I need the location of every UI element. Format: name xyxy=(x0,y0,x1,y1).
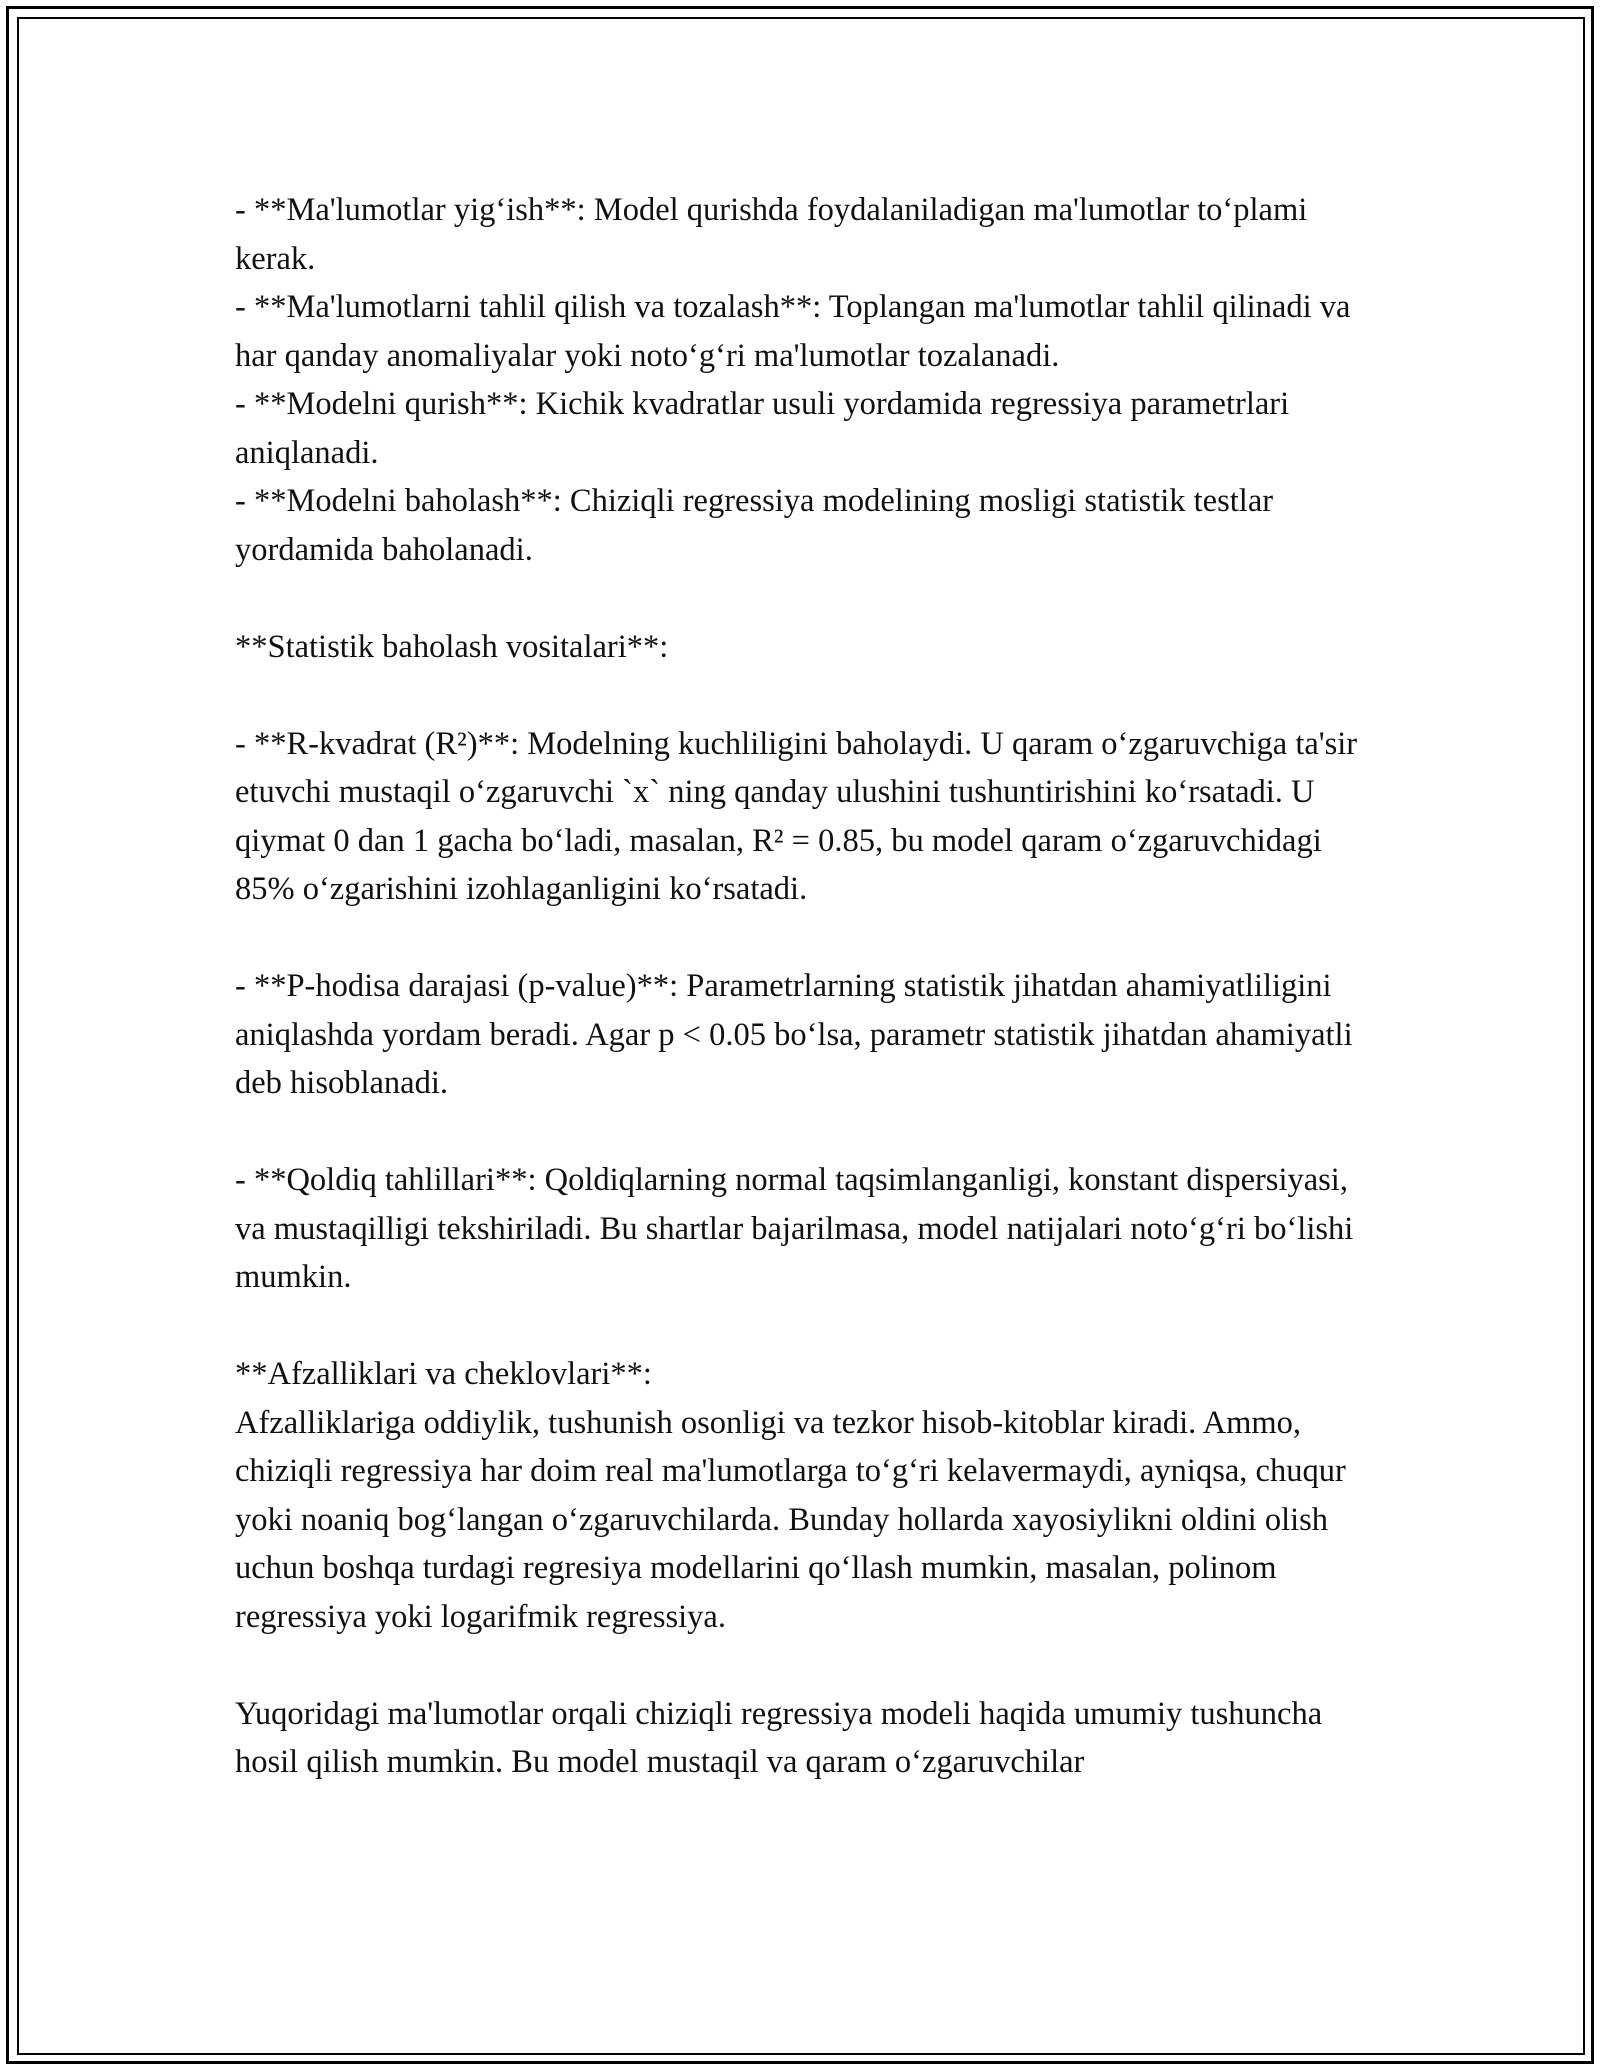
paragraph-gap xyxy=(235,1302,1375,1351)
paragraph-gap xyxy=(235,914,1375,963)
paragraph-pros-cons: Afzalliklariga oddiylik, tushunish osonligi va tezkor hisob-kitoblar kiradi. Ammo, chiziqli regressiya har doim real ma'lumotlarga to‘g‘ri kelavermaydi, ayniqsa, chuqur yoki noaniq bog‘langan o‘zgaruvchilarda. Bunday hollarda xayosiylikni oldini olish uchun boshqa turdagi regresiya modellarini qo‘llash mumkin, masalan, polinom regressiya yoki logarifmik regressiya. xyxy=(235,1404,1346,1635)
bullet-data-collection: - **Ma'lumotlar yig‘ish**: Model qurishda foydalaniladigan ma'lumotlar to‘plami kerak. xyxy=(235,192,1308,277)
paragraph-gap xyxy=(235,671,1375,720)
bullet-data-cleaning: - **Ma'lumotlarni tahlil qilish va tozalash**: Toplangan ma'lumotlar tahlil qilinadi va har qanday anomaliyalar yoki noto‘g‘ri ma'lumotlar tozalanadi. xyxy=(235,289,1351,374)
paragraph-gap xyxy=(235,1641,1375,1690)
bullet-p-value: - **P-hodisa darajasi (p-value)**: Parametrlarning statistik jihatdan ahamiyatliligini aniqlashda yordam beradi. Agar p < 0.05 bo‘lsa, parametr statistik jihatdan ahamiyatli deb hisoblanadi. xyxy=(235,968,1353,1101)
paragraph-gap xyxy=(235,1108,1375,1157)
paragraph-gap xyxy=(235,574,1375,623)
bullet-r-squared: - **R-kvadrat (R²)**: Modelning kuchliligini baholaydi. U qaram o‘zgaruvchiga ta'sir etuvchi mustaqil o‘zgaruvchi `x` ning qanday ulushini tushuntirishini ko‘rsatadi. U qiymat 0 dan 1 gacha bo‘ladi, masalan, R² = 0.85, bu model qaram o‘zgaruvchidagi 85% o‘zgarishini izohlaganligini ko‘rsatadi. xyxy=(235,725,1358,907)
bullet-residual-analysis: - **Qoldiq tahlillari**: Qoldiqlarning normal taqsimlanganligi, konstant dispersiyasi, va mustaqilligi tekshiriladi. Bu shartlar bajarilmasa, model natijalari noto‘g‘ri bo‘lishi mumkin. xyxy=(235,1162,1354,1295)
section-heading-statistical-tools: **Statistik baholash vositalari**: xyxy=(235,628,669,665)
paragraph-conclusion: Yuqoridagi ma'lumotlar orqali chiziqli regressiya modeli haqida umumiy tushuncha hosil qilish mumkin. Bu model mustaqil va qaram o‘zgaruvchilar xyxy=(235,1695,1323,1780)
bullet-model-evaluation: - **Modelni baholash**: Chiziqli regressiya modelining mosligi statistik testlar yordamida baholanadi. xyxy=(235,483,1274,568)
section-heading-pros-cons: **Afzalliklari va cheklovlari**: xyxy=(235,1356,652,1392)
bullet-model-building: - **Modelni qurish**: Kichik kvadratlar usuli yordamida regressiya parametrlari aniqlanadi. xyxy=(235,386,1290,471)
document-body xyxy=(235,186,1375,1787)
